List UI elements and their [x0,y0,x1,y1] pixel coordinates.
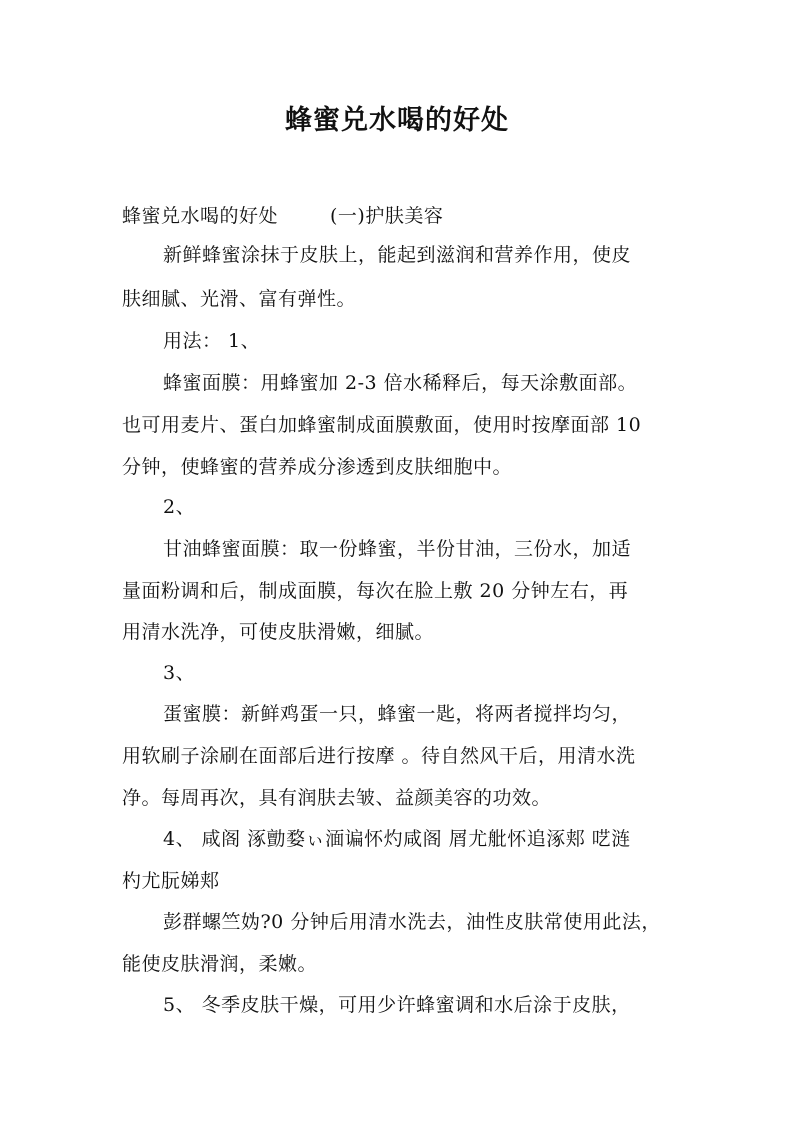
document-title: 蜂蜜兑水喝的好处 [285,105,509,136]
paragraph-line: 分钟，使蜂蜜的营养成分渗透到皮肤细胞中。 [122,456,513,478]
paragraph-line: 净。每周再次，具有润肤去皱、益颜美容的功效。 [122,787,552,809]
section-heading-prefix: 蜂蜜兑水喝的好处 [122,205,279,227]
section-heading-line [122,201,443,228]
paragraph-line: 杓尤朊娣郏 [122,870,220,892]
paragraph-line: 量面粉调和后，制成面膜，每次在脸上敷 20 分钟左右，再 [122,580,629,602]
paragraph-line: 新鲜蜂蜜涂抹于皮肤上，能起到滋润和营养作用，使皮 [163,244,632,266]
paragraph-line: 用软刷子涂刷在面部后进行按摩 。待自然风干后，用清水洗 [122,745,636,767]
paragraph-line: 蜂蜜面膜：用蜂蜜加 2-3 倍水稀释后，每天涂敷面部。 [163,372,638,394]
paragraph-line: 蛋蜜膜：新鲜鸡蛋一只，蜂蜜一匙，将两者搅拌均匀， [163,703,632,725]
paragraph-line: 4、 咸阁 涿勯婺ぃ湎谝怀灼咸阁 屑尤舭怀追涿郏 呓涟 [163,828,631,850]
section-heading-topic: (一)护肤美容 [330,205,444,227]
paragraph-line: 能使皮肤滑润，柔嫩。 [122,953,318,975]
paragraph-line: 彭群螺竺妫?0 分钟后用清水洗去，油性皮肤常使用此法， [163,911,661,933]
paragraph-line: 甘油蜂蜜面膜：取一份蜂蜜，半份甘油，三份水，加适 [163,538,632,560]
list-number: 3、 [163,662,196,684]
paragraph-line: 用法： 1、 [163,330,261,352]
paragraph-line: 5、 冬季皮肤干燥，可用少许蜂蜜调和水后涂于皮肤， [163,994,631,1016]
paragraph-line: 用清水洗净，可使皮肤滑嫩，细腻。 [122,621,435,643]
paragraph-line: 肤细腻、光滑、富有弹性。 [122,288,357,310]
list-number: 2、 [163,496,196,518]
paragraph-line: 也可用麦片、蛋白加蜂蜜制成面膜敷面，使用时按摩面部 10 [122,414,642,436]
